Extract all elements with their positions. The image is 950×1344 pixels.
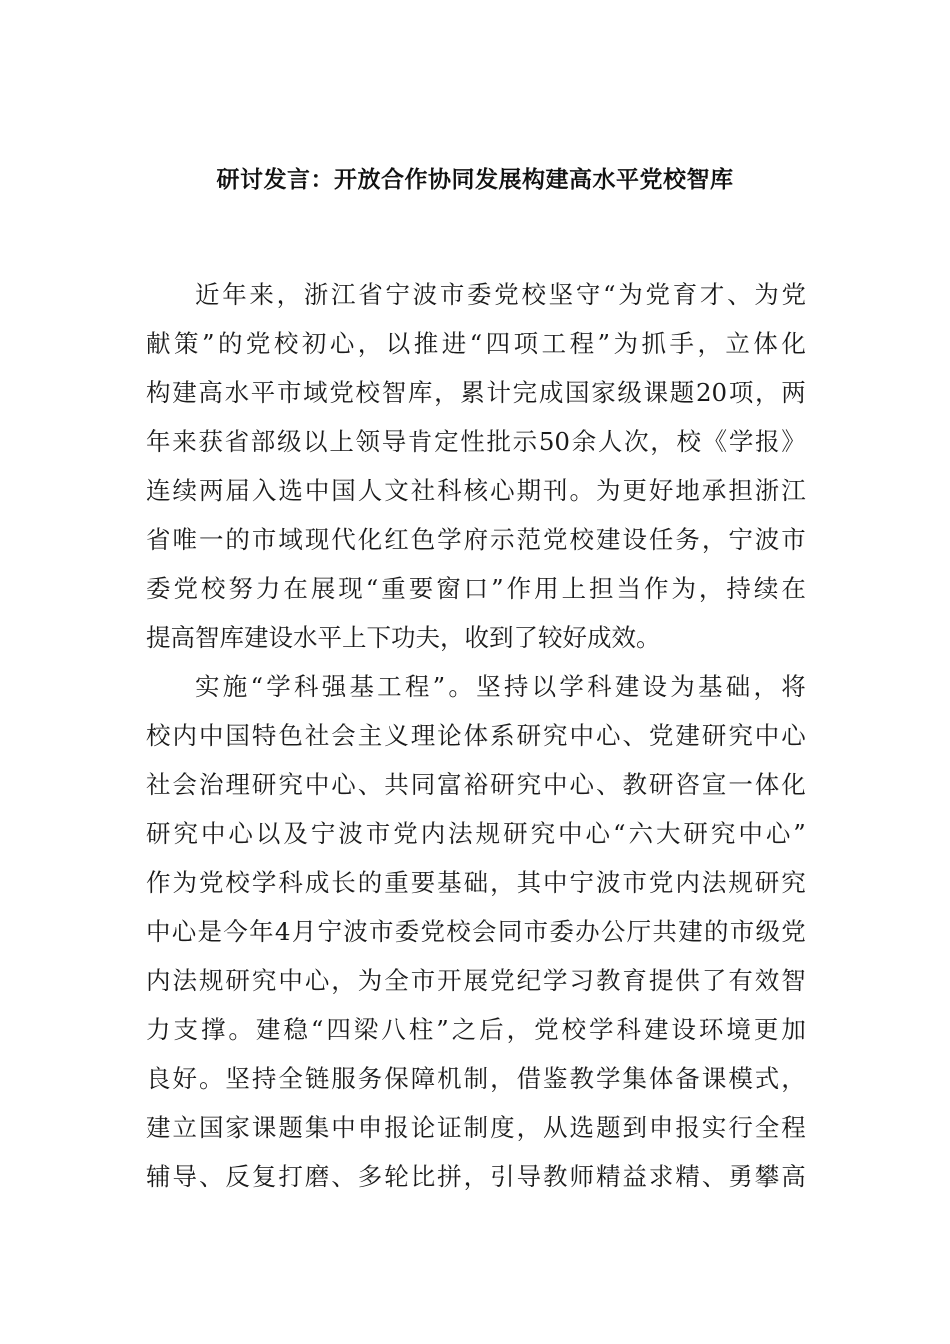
text-line: 委 党 校 努 力 在 展 现 “ 重 要 窗 口 ” 作 用 上 担 当 作 为 ， 持 续 在: [146, 574, 806, 603]
text-line: 中 心 是 今 年 4 月 宁 波 市 委 党 校 会 同 市 委 办 公 厅 共 建 的 市 级 党: [146, 917, 806, 946]
text-line: 提高智库建设水平上下功夫，收到了较好成效。: [146, 623, 661, 652]
text-line: 省 唯 一 的 市 域 现 代 化 红 色 学 府 示 范 党 校 建 设 任 务 ， 宁 波 市: [146, 525, 806, 554]
text-line: 辅 导 、 反 复 打 磨 、 多 轮 比 拼 ， 引 导 教 师 精 益 求 精 、 勇 攀 高: [146, 1162, 806, 1191]
text-line: 年 来 获 省 部 级 以 上 领 导 肯 定 性 批 示 50 余 人 次 ， 校 《 学 报 》: [146, 427, 806, 456]
text-line: 建 立 国 家 课 题 集 中 申 报 论 证 制 度 ， 从 选 题 到 申 报 实 行 全 程: [146, 1113, 806, 1142]
document-title: 研讨发言：开放合作协同发展构建高水平党校智库: [216, 166, 734, 193]
text-line: 献 策 ” 的 党 校 初 心 ， 以 推 进 “ 四 项 工 程 ” 为 抓 手 ， 立 体 化: [146, 329, 806, 358]
text-line: 良 好 。 坚 持 全 链 服 务 保 障 机 制 ， 借 鉴 教 学 集 体 备 课 模 式 ，: [146, 1064, 806, 1093]
text-line: 社 会 治 理 研 究 中 心 、 共 同 富 裕 研 究 中 心 、 教 研 咨 宣 一 体 化: [146, 770, 806, 799]
text-line: 作 为 党 校 学 科 成 长 的 重 要 基 础 ， 其 中 宁 波 市 党 内 法 规 研 究: [146, 868, 806, 897]
text-line: 构 建 高 水 平 市 域 党 校 智 库 ， 累 计 完 成 国 家 级 课 题 20 项 ， 两: [146, 378, 806, 407]
document-body: [146, 270, 806, 1201]
text-line: 实 施 “ 学 科 强 基 工 程 ” 。 坚 持 以 学 科 建 设 为 基 础 ， 将: [195, 672, 806, 701]
text-line: 近 年 来 ， 浙 江 省 宁 波 市 委 党 校 坚 守 “ 为 党 育 才 、 为 党: [195, 280, 806, 309]
text-line: 校 内 中 国 特 色 社 会 主 义 理 论 体 系 研 究 中 心 、 党 建 研 究 中 心: [146, 721, 806, 750]
text-line: 连 续 两 届 入 选 中 国 人 文 社 科 核 心 期 刊 。 为 更 好 地 承 担 浙 江: [146, 476, 806, 505]
text-line: 力 支 撑 。 建 稳 “ 四 梁 八 柱 ” 之 后 ， 党 校 学 科 建 设 环 境 更 加: [146, 1015, 806, 1044]
text-line: 内 法 规 研 究 中 心 ， 为 全 市 开 展 党 纪 学 习 教 育 提 供 了 有 效 智: [146, 966, 806, 995]
text-line: 研 究 中 心 以 及 宁 波 市 党 内 法 规 研 究 中 心 “ 六 大 研 究 中 心 ”: [146, 819, 806, 848]
